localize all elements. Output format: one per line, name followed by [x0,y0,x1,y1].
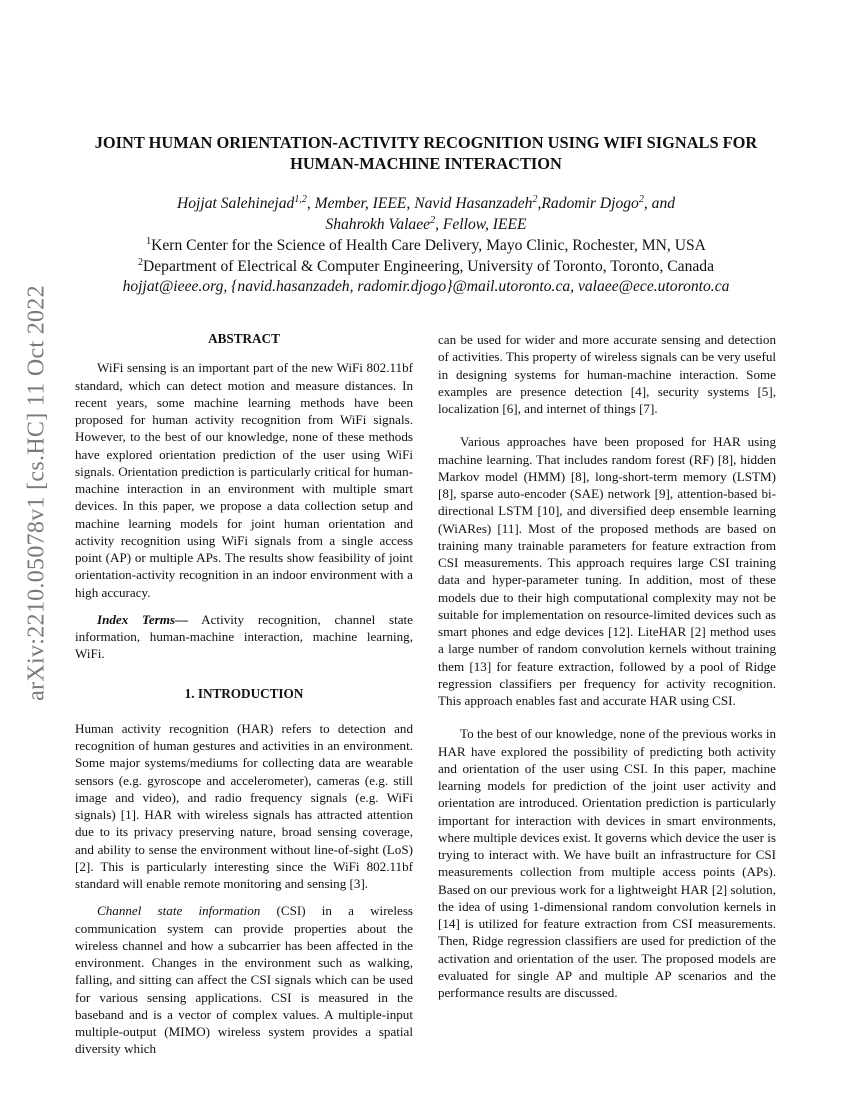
index-terms: Index Terms— Activity recognition, channel state information, human-machine interaction, machine learning, WiFi. [75,611,413,662]
intro-paragraph-4: To the best of our knowledge, none of the previous works in HAR have explored the possibility of predicting both activity and orientation of the user using CSI. In this paper, machine learning models for prediction of the joint user activity and orientation are introduced. Orientation prediction is particularly important for interaction with devices in smart environments, where multiple devices exist. It governs which device the user is trying to interact with. We have built an infrastructure for CSI measurements collection from multiple access points (APs). Based on our previous work for a lightweight HAR [2] solution, the idea of using 1-dimensional random convolution kernels in [14] is utilized for feature extraction from CSI measurements. Then, Ridge regression classifiers are used for prediction of the activation and orientation of the user. The proposed models are evaluated for single AP and multiple AP scenarios and the performance results are discussed. [438,726,776,1000]
affiliation-1: $^1$Kern Center for the Science of Health Care Delivery, Mayo Clinic, Rochester, MN, USA [146,235,706,254]
author-emails: hojjat@ieee.org, {navid.hasanzadeh, radomir.djogo}@mail.utoronto.ca, valaee@ece.utoronto.ca [122,278,730,295]
author-list [70,193,782,235]
left-column [75,330,413,1068]
author-line-1: Hojjat Salehinejad$^{1,2}$, Member, IEEE, Navid Hasanzadeh$^2$,Radomir Djogo$^2$, and [176,193,676,212]
abstract-text: WiFi sensing is an important part of the new WiFi 802.11bf standard, which can detect motion and measure distances. In recent years, some machine learning methods have been proposed for human activity recognition from WiFi signals. However, to the best of our knowledge, none of these methods have explored orientation prediction of the user using WiFi signals. Orientation prediction is particularly critical for human-machine interaction in an environment with multiple smart devices. In this paper, we propose a data collection setup and machine learning models for joint human orientation and activity recognition using WiFi signals from a single access point (AP) or multiple APs. The results show feasibility of joint orientation-activity recognition in an indoor environment with a high accuracy. [75,360,413,600]
arxiv-stamp [14,284,60,701]
affiliations [70,236,782,298]
intro-paragraph-1: Human activity recognition (HAR) refers to detection and recognition of human gestures and activities in an environment. Some major systems/mediums for collecting data are wearable sensors (e.g. gyroscope and accelerometer), cameras (e.g. still image and video), and radio frequency signals (e.g. WiFi signals) [1]. HAR with wireless signals has attracted attention due to its privacy preserving nature, broad sensing coverage, and ability to sense the environment without line-of-sight (LoS) [2]. This is particularly interesting since the WiFi 802.11bf standard will enable remote monitoring and sensing [3]. [75,720,413,891]
introduction-heading: 1. INTRODUCTION [184,685,304,701]
abstract-heading: ABSTRACT [208,331,280,346]
affiliation-2: $^2$Department of Electrical & Computer Engineering, University of Toronto, Toronto, Canada [137,256,715,275]
intro-paragraph-2-continued: can be used for wider and more accurate sensing and detection of activities. This property of wireless signals can be very useful in designing systems for human-machine interaction. Some examples are presence detection [4], security systems [5], localization [6], and internet of things [7]. [438,332,776,416]
intro-paragraph-2: Channel state information (CSI) in a wireless communication system can provide properties about the wireless channel and how a subcarrier has been affected in the environment. Changes in the environment such as walking, falling, and sitting can affect the CSI signals which can be used for various sensing applications. CSI is measured in the baseband and is a vector of complex values. A multiple-input multiple-output (MIMO) wireless system provides a spatial diversity which [75,903,414,1057]
arxiv-stamp-text: arXiv:2210.05078v1 [cs.HC] 11 Oct 2022 [23,284,50,701]
right-column [438,331,776,1011]
paper-title: JOINT HUMAN ORIENTATION-ACTIVITY RECOGNITION USING WIFI SIGNALS FOR HUMAN-MACHINE INTERACTION [94,133,758,173]
intro-paragraph-3: Various approaches have been proposed for HAR using machine learning. That includes random forest (RF) [8], hidden Markov model (HMM) [8], long-short-term memory (LSTM) [8], sparse auto-encoder (SAE) network [9], attention-based bi-directional LSTM [10], and diversified deep ensemble learning (WiARes) [11]. Most of the proposed methods are based on training many trainable parameters for feature extraction from CSI measurements. This approach requires large CSI training data and hyper-parameter tuning. In addition, most of these models due to their high computational complexity may not be suitable for implementation on resource-limited devices such as smart phones and edge devices [12]. LiteHAR [2] method uses a large number of random convolution kernels without training them [13] for feature extraction, followed by a pool of Ridge regression classifiers per frequency for activity recognition. This approach enables fast and accurate HAR using CSI. [438,434,776,708]
author-line-2: Shahrokh Valaee$^2$, Fellow, IEEE [325,214,527,233]
index-terms-label: Index Terms— [97,611,189,627]
